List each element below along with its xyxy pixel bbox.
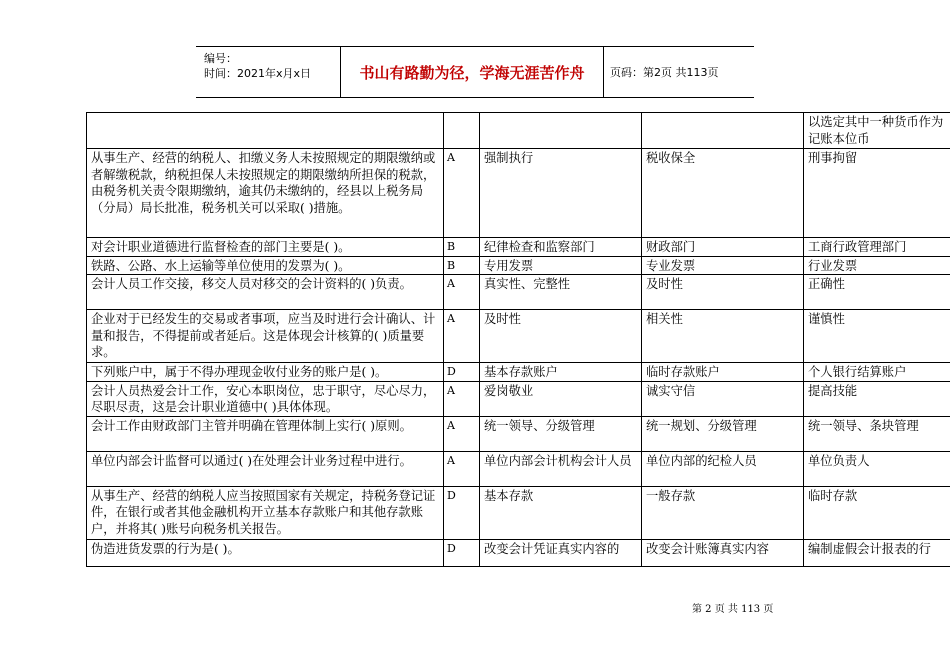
option-c: 行业发票 — [804, 256, 950, 275]
answer-key: A — [444, 416, 480, 451]
question-text: 从事生产、经营的纳税人应当按照国家有关规定，持税务登记证件，在银行或者其他金融机构开立基本存款账户和其他存款账户，并将其( )账号向税务机关报告。 — [87, 486, 444, 539]
question-table — [86, 112, 950, 567]
option-c: 提高技能 — [804, 381, 950, 416]
question-text: 下列账户中，属于不得办理现金收付业务的账户是( )。 — [87, 363, 444, 382]
option-c: 工商行政管理部门 — [804, 238, 950, 257]
option-c: 编制虚假会计报表的行 — [804, 539, 950, 566]
option-a: 及时性 — [480, 310, 642, 363]
option-b: 财政部门 — [642, 238, 804, 257]
option-c: 个人银行结算账户 — [804, 363, 950, 382]
table-row — [87, 381, 950, 416]
answer-key: D — [444, 539, 480, 566]
question-text: 单位内部会计监督可以通过( )在处理会计业务过程中进行。 — [87, 451, 444, 486]
option-a: 单位内部会计机构会计人员 — [480, 451, 642, 486]
table-row — [87, 238, 950, 257]
question-text: 会计人员工作交接，移交人员对移交的会计资料的( )负责。 — [87, 275, 444, 310]
option-a: 统一领导、分级管理 — [480, 416, 642, 451]
table-row — [87, 539, 950, 566]
option-b — [642, 113, 804, 149]
answer-key: B — [444, 256, 480, 275]
question-text: 伪造进货发票的行为是( )。 — [87, 539, 444, 566]
question-text: 企业对于已经发生的交易或者事项，应当及时进行会计确认、计量和报告，不得提前或者延后。这是体现会计核算的( )质量要求。 — [87, 310, 444, 363]
answer-key: A — [444, 381, 480, 416]
table-row — [87, 113, 950, 149]
question-text: 会计工作由财政部门主管并明确在管理体制上实行( )原则。 — [87, 416, 444, 451]
answer-key: A — [444, 149, 480, 238]
table-row — [87, 275, 950, 310]
option-c: 刑事拘留 — [804, 149, 950, 238]
table-row — [87, 363, 950, 382]
option-b: 及时性 — [642, 275, 804, 310]
table-row — [87, 256, 950, 275]
motto: 书山有路勤为径，学海无涯苦作舟 — [340, 47, 604, 97]
option-b: 相关性 — [642, 310, 804, 363]
option-b: 统一规划、分级管理 — [642, 416, 804, 451]
table-row — [87, 486, 950, 539]
answer-key: A — [444, 275, 480, 310]
option-b: 税收保全 — [642, 149, 804, 238]
option-a: 爱岗敬业 — [480, 381, 642, 416]
page-header — [196, 46, 754, 98]
question-table-body — [87, 113, 950, 567]
option-a: 真实性、完整性 — [480, 275, 642, 310]
option-a: 专用发票 — [480, 256, 642, 275]
option-b: 临时存款账户 — [642, 363, 804, 382]
option-c: 单位负责人 — [804, 451, 950, 486]
page-code: 页码：第2页 共113页 — [610, 66, 719, 79]
question-text — [87, 113, 444, 149]
page-footer: 第 2 页 共 113 页 — [692, 604, 774, 615]
answer-key: D — [444, 486, 480, 539]
question-text: 对会计职业道德进行监督检查的部门主要是( )。 — [87, 238, 444, 257]
option-b: 一般存款 — [642, 486, 804, 539]
header-meta — [204, 51, 311, 81]
option-b: 改变会计账簿真实内容 — [642, 539, 804, 566]
question-text: 会计人员热爱会计工作，安心本职岗位，忠于职守，尽心尽力，尽职尽责，这是会计职业道德中( )具体体现。 — [87, 381, 444, 416]
question-text: 从事生产、经营的纳税人、扣缴义务人未按照规定的期限缴纳或者解缴税款，纳税担保人未按照规定的期限缴纳所担保的税款，由税务机关责令限期缴纳，逾其仍未缴纳的，经县以上税务局（分局）局长批准，税务机关可以采取( )措施。 — [87, 149, 444, 238]
option-a: 强制执行 — [480, 149, 642, 238]
option-a: 纪律检查和监察部门 — [480, 238, 642, 257]
option-a: 基本存款 — [480, 486, 642, 539]
option-a: 基本存款账户 — [480, 363, 642, 382]
option-b: 单位内部的纪检人员 — [642, 451, 804, 486]
table-row — [87, 451, 950, 486]
option-c: 谨慎性 — [804, 310, 950, 363]
option-c: 临时存款 — [804, 486, 950, 539]
option-b: 专业发票 — [642, 256, 804, 275]
answer-key — [444, 113, 480, 149]
answer-key: B — [444, 238, 480, 257]
time-label: 时间：2021年x月x日 — [204, 67, 312, 80]
option-b: 诚实守信 — [642, 381, 804, 416]
option-a: 改变会计凭证真实内容的 — [480, 539, 642, 566]
table-row — [87, 416, 950, 451]
table-row — [87, 310, 950, 363]
question-text: 铁路、公路、水上运输等单位使用的发票为( )。 — [87, 256, 444, 275]
answer-key: A — [444, 451, 480, 486]
option-c: 正确性 — [804, 275, 950, 310]
answer-key: D — [444, 363, 480, 382]
table-row — [87, 149, 950, 238]
option-c: 统一领导、条块管理 — [804, 416, 950, 451]
number-label: 编号： — [204, 52, 237, 65]
option-c: 以选定其中一种货币作为记账本位币 — [804, 113, 950, 149]
answer-key: A — [444, 310, 480, 363]
option-a — [480, 113, 642, 149]
